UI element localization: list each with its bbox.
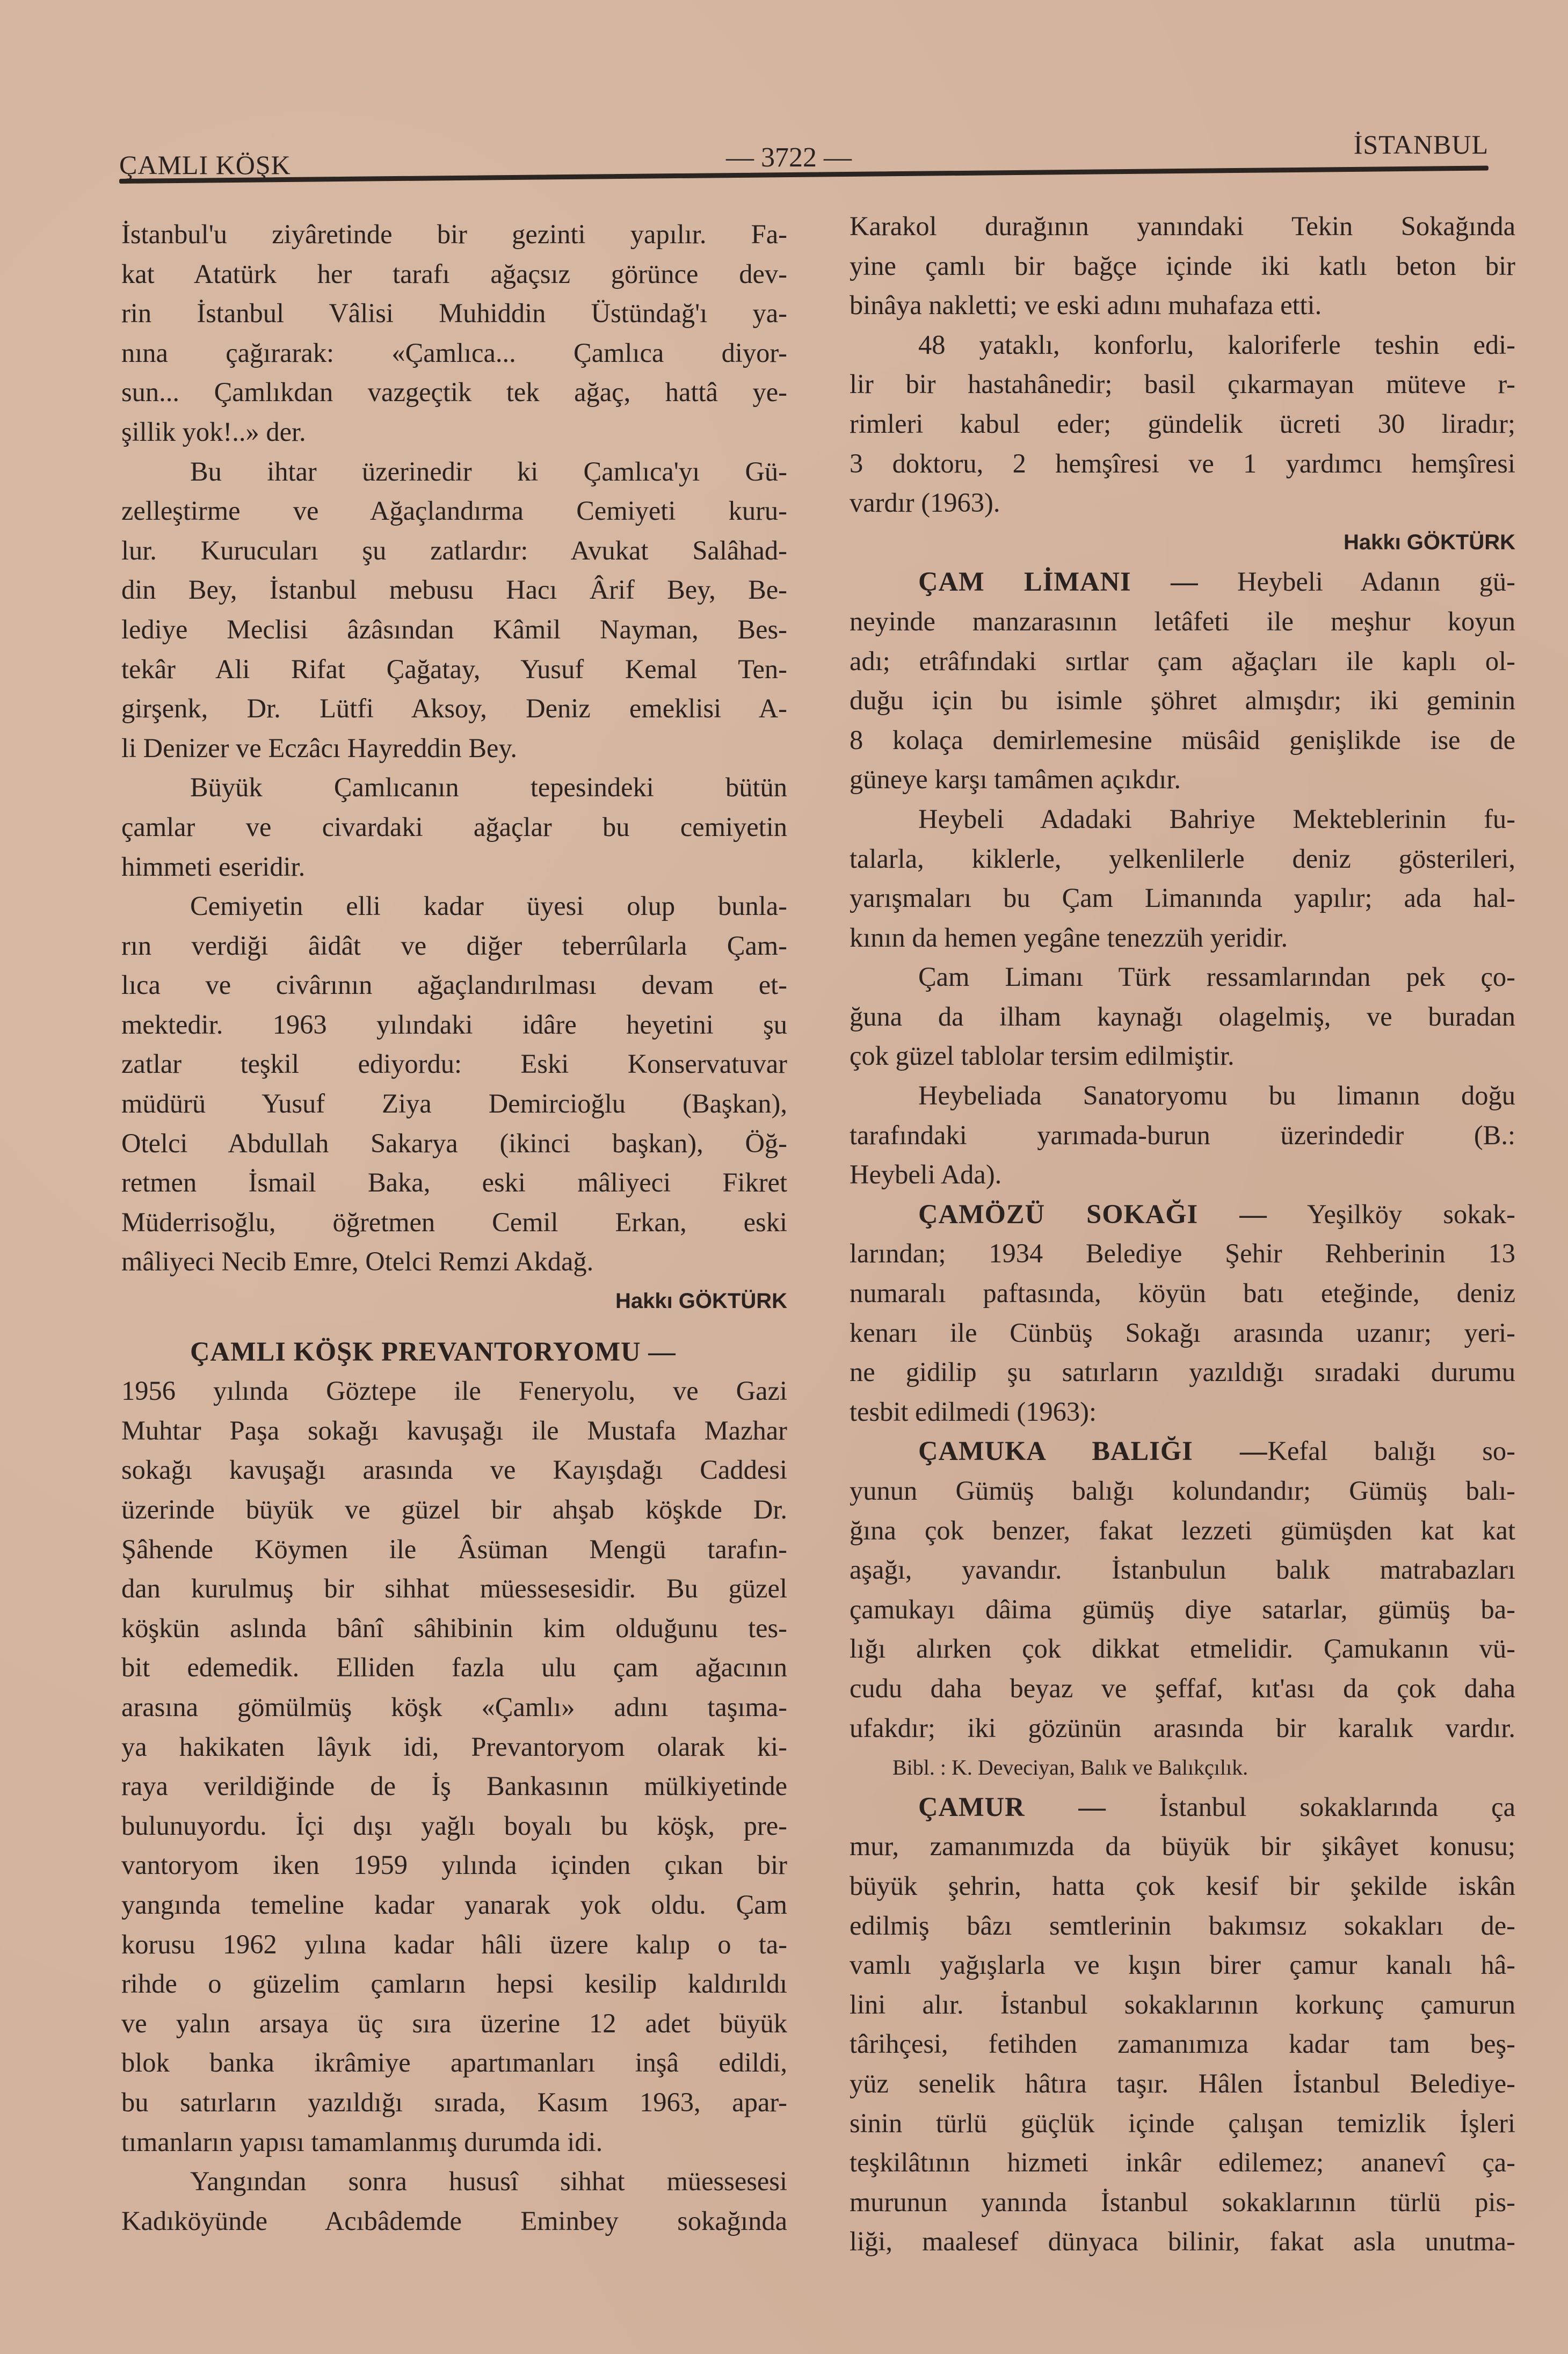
text-line: lıca ve civârının ağaçlandırılması devam et- [121, 970, 787, 1000]
text-line: li Denizer ve Eczâcı Hayreddin Bey. [121, 732, 518, 763]
text-line: yunun Gümüş balığı kolundandır; Gümüş balı- [850, 1476, 1515, 1506]
text-line: lığı alırken çok dikkat etmelidir. Çamukanın vü- [850, 1633, 1515, 1664]
text-line: sun... Çamlıkdan vazgeçtik tek ağaç, hattâ ye- [121, 377, 787, 408]
bibliography-line: Bibl. : K. Deveciyan, Balık ve Balıkçılık. [892, 1755, 1248, 1780]
entry-heading-line [121, 1332, 787, 1372]
text-line: ğuna da ilham kaynağı olagelmiş, ve buradan [850, 1001, 1515, 1031]
text-line: Bu ihtar üzerinedir ki Çamlıca'yı Gü- [190, 456, 787, 486]
text-line: tımanların yapısı tamamlanmış durumda idi. [121, 2126, 603, 2157]
text-line: raya verildiğinde de İş Bankasının mülkiyetinde [121, 1771, 787, 1801]
text-line: çamukayı dâima gümüş diye satarlar, gümüş ba- [850, 1594, 1515, 1624]
text-line: yüz senelik hâtıra taşır. Hâlen İstanbul Belediye- [850, 2068, 1515, 2098]
text-line: mur, zamanımızda da büyük bir şikâyet konusu; [850, 1831, 1515, 1862]
text-line: aşağı, yavandır. İstanbulun balık matrabazları [850, 1554, 1515, 1585]
text-line: lir bir hastahânedir; basil çıkarmayan müteve r- [850, 369, 1515, 399]
text-line: tarafındaki yarımada-burun üzerindedir (B.: [850, 1120, 1515, 1150]
header-entry-title: ÇAMLI KÖŞK [119, 150, 291, 180]
text-line: yangında temeline kadar yanarak yok oldu. Çam [121, 1889, 787, 1920]
text-line: rimleri kabul eder; gündelik ücreti 30 liradır; [850, 408, 1515, 439]
text-line: büyük şehrin, hatta çok kesif bir şekilde iskân [850, 1870, 1515, 1901]
text-line: üzerinde büyük ve güzel bir ahşab köşkde Dr. [121, 1494, 787, 1524]
text-line: din Bey, İstanbul mebusu Hacı Ârif Bey, Be- [121, 575, 787, 605]
entry-heading: ÇAMÖZÜ SOKAĞI — [918, 1198, 1267, 1229]
text-line: kenarı ile Cünbüş Sokağı arasında uzanır; yeri- [850, 1317, 1515, 1348]
text-line: müdürü Yusuf Ziya Demircioğlu (Başkan), [121, 1088, 787, 1119]
text-line: girşenk, Dr. Lütfi Aksoy, Deniz emeklisi A- [121, 693, 787, 724]
text-line: mâliyeci Necib Emre, Otelci Remzi Akdağ. [121, 1246, 594, 1277]
text-line: Otelci Abdullah Sakarya (ikinci başkan), Öğ- [121, 1128, 787, 1158]
text-line: yarışmaları bu Çam Limanında yapılır; ada hal- [850, 883, 1515, 913]
text-line: tekâr Ali Rifat Çağatay, Yusuf Kemal Ten- [121, 653, 787, 684]
text-line: sinin türlü güçlük içinde çalışan temizlik İşleri [850, 2108, 1515, 2138]
text-line: murunun yanında İstanbul sokaklarının türlü pis- [850, 2186, 1515, 2217]
text-line: numaralı paftasında, köyün batı eteğinde, deniz [850, 1278, 1515, 1309]
text-line: Karakol durağının yanındaki Tekin Sokağında [850, 211, 1515, 241]
right-column [850, 207, 1515, 2262]
text-line: Kadıköyünde Acıbâdemde Eminbey sokağında [121, 2205, 787, 2236]
text-line: cudu daha beyaz ve şeffaf, kıt'ası da çok daha [850, 1673, 1515, 1703]
text-line: blok banka ikrâmiye apartımanları inşâ edildi, [121, 2047, 787, 2078]
author-signature: Hakkı GÖKTÜRK [1343, 530, 1515, 554]
text-line: mektedir. 1963 yılındaki idâre heyetini şu [121, 1009, 787, 1040]
text-line: ğına çok benzer, fakat lezzeti gümüşden kat kat [850, 1515, 1515, 1545]
text-line: vamlı yağışlarla ve kışın birer çamur kanalı hâ- [850, 1950, 1515, 1980]
entry-heading: ÇAMLI KÖŞK PREVANTORYOMU — [190, 1336, 676, 1367]
text-line: ve yalın arsaya üç sıra üzerine 12 adet büyük [121, 2008, 787, 2038]
text-line: edilmiş bâzı semtlerinin bakımsız sokakları de- [850, 1910, 1515, 1941]
text-line: arasına gömülmüş köşk «Çamlı» adını taşıma- [121, 1691, 787, 1722]
entry-heading-line [850, 1432, 1515, 1471]
spacer [121, 1321, 787, 1332]
text-line: korusu 1962 yılına kadar hâli üzere kalıp o ta- [121, 1929, 787, 1959]
text-line: zelleştirme ve Ağaçlandırma Cemiyeti kuru- [121, 496, 787, 526]
running-header [119, 129, 1489, 188]
entry-text: Kefal balığı so- [1267, 1436, 1515, 1466]
text-line: adı; etrâfındaki sırtlar çam ağaçları ile kaplı ol- [850, 645, 1515, 676]
text-line: Muhtar Paşa sokağı kavuşağı ile Mustafa Mazhar [121, 1415, 787, 1445]
text-line: Heybeli Adadaki Bahriye Mekteblerinin fu- [918, 803, 1515, 834]
text-line: Heybeli Ada). [850, 1159, 1002, 1190]
left-column [121, 215, 787, 2241]
entry-text: Yeşilköy sokak- [1267, 1198, 1515, 1229]
text-line: Heybeliada Sanatoryomu bu limanın doğu [918, 1080, 1515, 1111]
entry-heading-line [850, 1195, 1515, 1234]
text-line: yine çamlı bir bağçe içinde iki katlı beton bir [850, 250, 1515, 281]
text-line: vantoryom iken 1959 yılında içinden çıkan bir [121, 1850, 787, 1880]
text-line: bu satırların yazıldığı sırada, Kasım 1963, apar- [121, 2087, 787, 2117]
text-line: retmen İsmail Baka, eski mâliyeci Fikret [121, 1167, 787, 1198]
text-line: târihçesi, fetihden zamanımıza kadar tam beş- [850, 2029, 1515, 2059]
text-line: talarla, kiklerle, yelkenlilerle deniz gösterileri, [850, 843, 1515, 874]
text-line: güneye karşı tamâmen açıkdır. [850, 764, 1181, 795]
text-line: sokağı kavuşağı arasında ve Kayışdağı Caddesi [121, 1455, 787, 1485]
text-line: lediye Meclisi âzâsından Kâmil Nayman, Bes- [121, 614, 787, 644]
entry-heading-line [850, 1788, 1515, 1827]
text-line: larından; 1934 Belediye Şehir Rehberinin 13 [850, 1238, 1515, 1269]
text-line: Yangından sonra hususî sihhat müessesesi [190, 2166, 787, 2197]
text-line: Cemiyetin elli kadar üyesi olup bunla- [190, 891, 787, 921]
text-line: Müderrisoğlu, öğretmen Cemil Erkan, eski [121, 1207, 787, 1237]
entry-heading: ÇAM LİMANI — [918, 566, 1199, 597]
text-line: zatlar teşkil ediyordu: Eski Konservatuvar [121, 1049, 787, 1079]
text-line: İstanbul'u ziyâretinde bir gezinti yapılır. Fa- [121, 219, 787, 249]
text-line: bulunuyordu. İçi dışı yağlı boyalı bu köşk, pre- [121, 1810, 787, 1841]
text-line: çamlar ve civardaki ağaçlar bu cemiyetin [121, 811, 787, 842]
text-line: ne gidilip şu satırların yazıldığı sıradaki durumu [850, 1357, 1515, 1387]
text-line: 48 yataklı, konforlu, kaloriferle teshin edi- [918, 329, 1515, 360]
text-line: ya hakikaten lâyık idi, Prevantoryom olarak ki- [121, 1731, 787, 1762]
text-line: Çam Limanı Türk ressamlarından pek ço- [918, 962, 1515, 992]
text-line: vardır (1963). [850, 488, 1000, 518]
text-line: binâya nakletti; ve eski adını muhafaza etti. [850, 290, 1322, 321]
text-line: ufakdır; iki gözünün arasında bir karalık vardır. [850, 1712, 1515, 1743]
text-line: nına çağırarak: «Çamlıca... Çamlıca diyor- [121, 337, 787, 368]
text-line: rin İstanbul Vâlisi Muhiddin Üstündağ'ı ya- [121, 298, 787, 329]
text-line: bit edemedik. Elliden fazla ulu çam ağacının [121, 1652, 787, 1683]
text-line: köşkün aslında bânî sâhibinin kim olduğunu tes- [121, 1612, 787, 1643]
text-line: 8 kolaça demirlemesine müsâid genişlikde ise de [850, 724, 1515, 755]
text-line: neyinde manzarasının letâfeti ile meşhur koyun [850, 606, 1515, 636]
text-line: kının da hemen yegâne tenezzüh yeridir. [850, 922, 1288, 953]
text-line: tesbit edilmedi (1963): [850, 1396, 1097, 1427]
text-line: Büyük Çamlıcanın tepesindeki bütün [190, 772, 787, 803]
entry-heading: ÇAMUR — [918, 1791, 1106, 1822]
entry-text: İstanbul sokaklarında ça [1106, 1791, 1515, 1822]
entry-heading-line [850, 562, 1515, 602]
author-signature: Hakkı GÖKTÜRK [615, 1289, 787, 1313]
text-line: şillik yok!..» der. [121, 416, 306, 447]
text-line: 1956 yılında Göztepe ile Feneryolu, ve Gazi [121, 1376, 787, 1406]
entry-heading: ÇAMUKA BALIĞI — [918, 1436, 1268, 1466]
text-line: himmeti eseridir. [121, 851, 306, 882]
text-line: lini alır. İstanbul sokaklarının korkunç çamurun [850, 1989, 1515, 2019]
text-line: teşkilâtının hizmeti inkâr edilemez; ananevî ça- [850, 2147, 1515, 2178]
header-section-title: İSTANBUL [1353, 129, 1489, 159]
entry-text: Heybeli Adanın gü- [1198, 566, 1515, 597]
text-line: çok güzel tablolar tersim edilmiştir. [850, 1041, 1235, 1071]
text-line: duğu için bu isimle şöhret almışdır; iki geminin [850, 685, 1515, 716]
text-line: kat Atatürk her tarafı ağaçsız görünce dev- [121, 258, 787, 289]
text-line: 3 doktoru, 2 hemşîresi ve 1 yardımcı hemşîresi [850, 448, 1515, 478]
text-line: dan kurulmuş bir sihhat müessesesidir. Bu güzel [121, 1573, 787, 1604]
text-line: Şâhende Köymen ile Âsüman Mengü tarafın- [121, 1534, 787, 1564]
page-number: — 3722 — [726, 142, 852, 173]
text-line: lur. Kurucuları şu zatlardır: Avukat Salâhad- [121, 535, 787, 565]
text-line: liği, maalesef dünyaca bilinir, fakat asla unutma- [850, 2226, 1515, 2257]
text-line: rihde o güzelim çamların hepsi kesilip kaldırıldı [121, 1968, 787, 1999]
text-line: rın verdiği âidât ve diğer teberrûlarla Çam- [121, 930, 787, 961]
